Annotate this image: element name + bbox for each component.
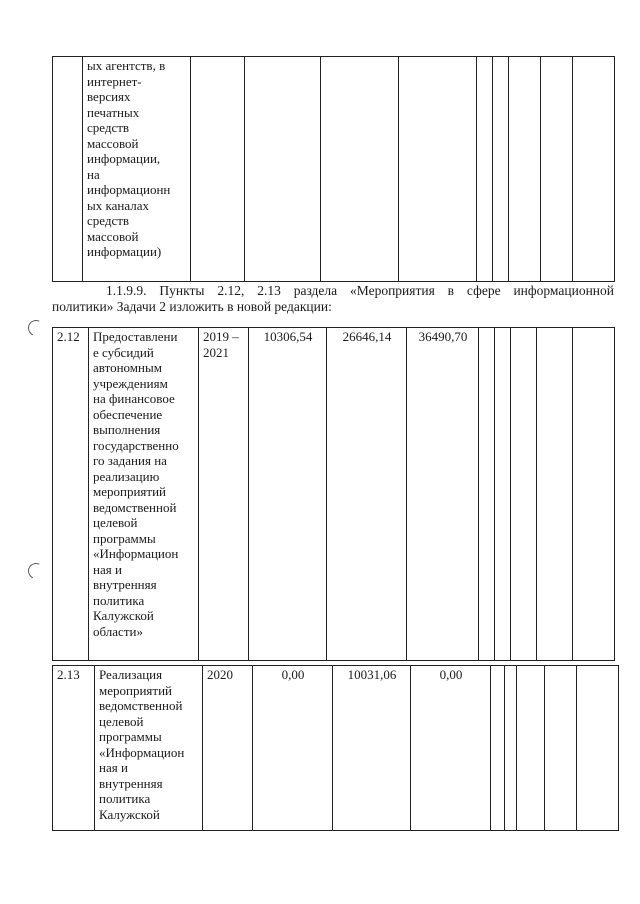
cell-number: 2.12 (53, 328, 89, 661)
cell-value-3: 36490,70 (407, 328, 479, 661)
cell-name (89, 328, 199, 661)
cell-empty (477, 57, 493, 282)
cell-name (83, 57, 191, 282)
cell-value-1: 0,00 (253, 666, 333, 831)
table-continuation (52, 56, 615, 282)
cell-period (191, 57, 245, 282)
cell-empty (509, 57, 541, 282)
punch-hole-mark (26, 318, 47, 339)
cell-empty (573, 57, 615, 282)
table-row-2-12 (52, 327, 615, 661)
cell-value-1: 10306,54 (249, 328, 327, 661)
table-row (53, 57, 615, 282)
cell-value (321, 57, 399, 282)
cell-value (399, 57, 477, 282)
cell-empty (537, 328, 573, 661)
amendment-paragraph (52, 283, 614, 315)
cell-empty (479, 328, 495, 661)
paragraph-line-1: 1.1.9.9. Пункты 2.12, 2.13 раздела «Мероприятия в сфере информационной (106, 283, 614, 298)
punch-hole-mark (26, 561, 47, 582)
cell-period: 2019 – 2021 (199, 328, 249, 661)
cell-period: 2020 (203, 666, 253, 831)
cell-empty (541, 57, 573, 282)
cell-value-2: 10031,06 (333, 666, 411, 831)
cell-value-3: 0,00 (411, 666, 491, 831)
measure-name-text: Предоставлени е субсидий автономным учреждениям на финансовое обеспечение выполнения государственно го задания на реализацию мероприятий ведомственной целевой программы «Информацион ная и внутренняя политика Калужской области» (93, 329, 179, 639)
cell-empty (511, 328, 537, 661)
table-row-2-13 (52, 665, 619, 831)
table-row (53, 328, 615, 661)
table-row (53, 666, 619, 831)
cell-empty (495, 328, 511, 661)
cell-empty (545, 666, 577, 831)
cell-empty (573, 328, 615, 661)
cell-value (245, 57, 321, 282)
cell-empty (577, 666, 619, 831)
cell-empty (517, 666, 545, 831)
cell-number: 2.13 (53, 666, 95, 831)
measure-name-text: ых агентств, в интернет- версиях печатных средств массовой информации, на информационн ых каналах средств массовой информации) (87, 58, 171, 259)
paragraph-line-2: политики» Задачи 2 изложить в новой редакции: (52, 299, 332, 314)
cell-value-2: 26646,14 (327, 328, 407, 661)
cell-empty (493, 57, 509, 282)
cell-name (95, 666, 203, 831)
cell-empty (491, 666, 505, 831)
cell-number (53, 57, 83, 282)
measure-name-text: Реализация мероприятий ведомственной целевой программы «Информацион ная и внутренняя политика Калужской (99, 667, 185, 822)
cell-empty (505, 666, 517, 831)
